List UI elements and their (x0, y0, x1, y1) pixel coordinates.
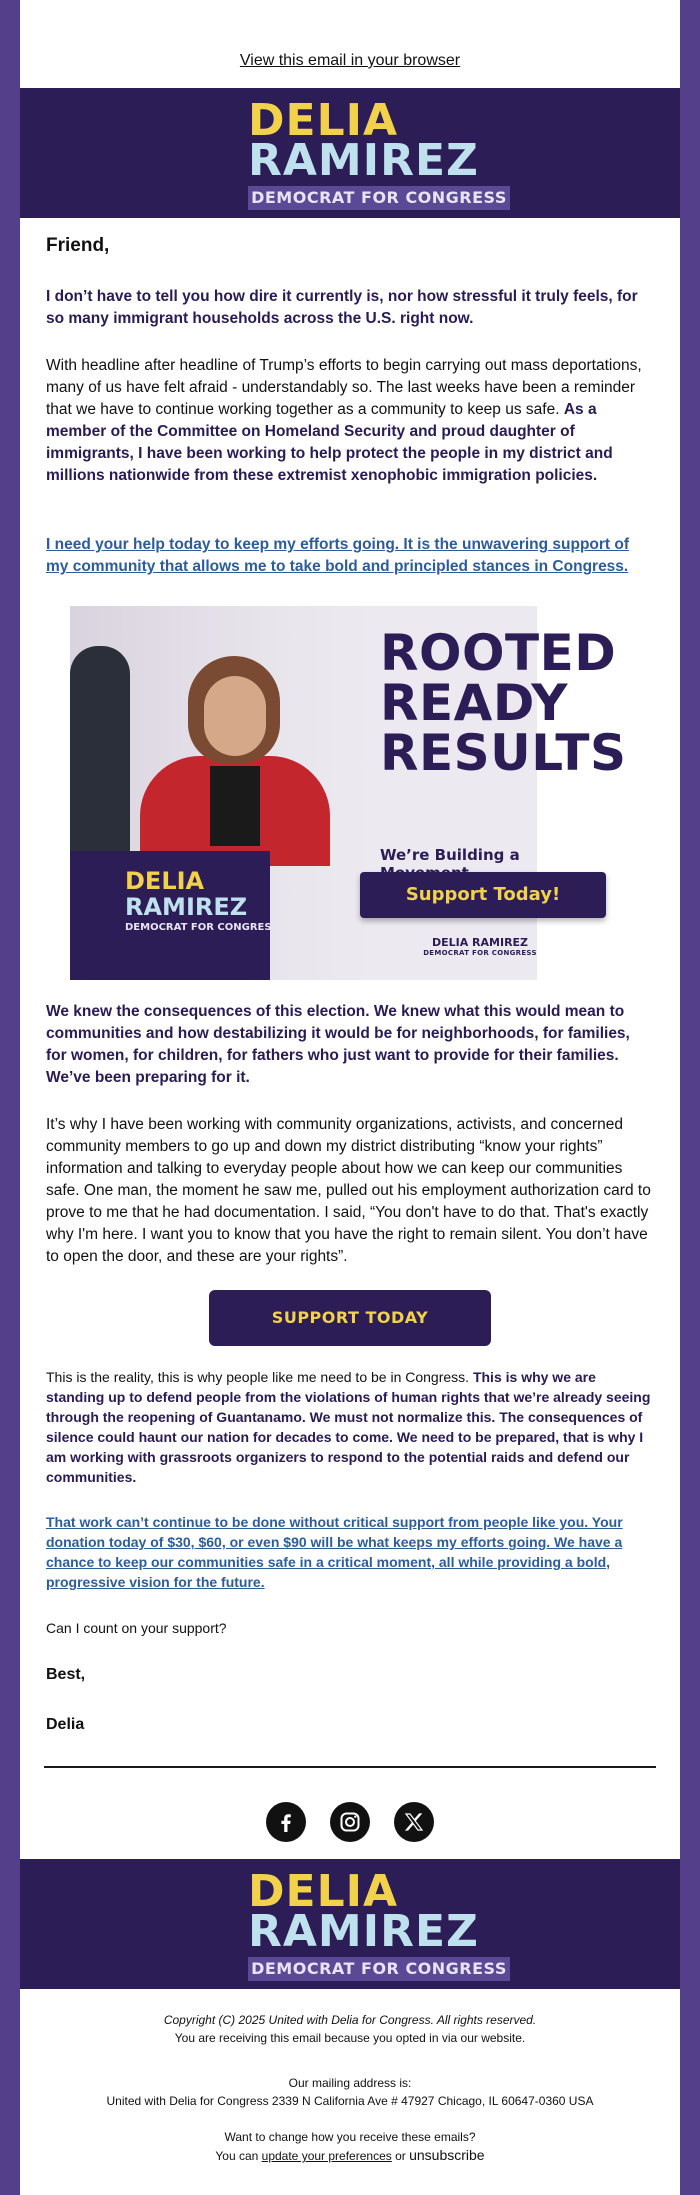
footer-change-prompt: Want to change how you receive these emails? (224, 2130, 476, 2144)
reality-paragraph-regular: This is the reality, this is why people like me need to be in Congress. (46, 1369, 473, 1385)
logo-line-tagline: DEMOCRAT FOR CONGRESS (248, 186, 510, 210)
donation-link-paragraph (46, 1512, 652, 1592)
support-question: Can I count on your support? (46, 1620, 227, 1636)
paragraph-deportations (46, 355, 652, 487)
hero-black-top (210, 766, 260, 846)
instagram-icon[interactable] (330, 1802, 370, 1842)
unsubscribe-link[interactable]: unsubscribe (409, 2147, 485, 2163)
footer-preferences-line (20, 2146, 680, 2165)
reality-paragraph-bold: This is why we are standing up to defend people from the violations of human rights that we’re already seeing through the reopening of Guantanamo. We must not normalize this. The consequences of silence could haunt our nation for decades to come. We need to be prepared, that is why I am working with grassroots organizers to respond to the potential raids and defend our communities. (46, 1369, 651, 1485)
divider (44, 1766, 656, 1768)
help-link-paragraph (46, 534, 652, 578)
campaign-logo[interactable] (248, 95, 518, 210)
community-paragraph: It’s why I have been working with community organizations, activists, and concerned community members to go up and down my district distributing “know your rights” information and talking to everyday people about how we can keep our communities safe. One man, the moment he saw me, pulled out his employment authorization card to prove to me that he had documentation. I said, “You don't have to do that. That's exactly why I'm here. I want you to know that you have the right to remain silent. You don’t have to open the door, and these are your rights”. (46, 1116, 651, 1265)
support-today-button[interactable]: SUPPORT TODAY (209, 1290, 491, 1346)
hero-subline: We’re Building a (380, 846, 520, 864)
podium-logo-tagline: DEMOCRAT FOR CONGRESS (125, 922, 279, 933)
signature: Delia (46, 1716, 85, 1733)
footer-or: or (391, 2149, 410, 2163)
footer-banner (20, 1859, 680, 1989)
consequences-paragraph: We knew the consequences of this election. We knew what this would mean to communities and how destabilizing it would be for neighborhoods, for families, for women, for children, for fathers who just want to provide for their families. We’ve been preparing for it. (46, 1003, 630, 1086)
logo-line-delia: DELIA (248, 95, 399, 146)
footer-logo-line-ramirez: RAMIREZ (248, 1906, 479, 1957)
podium-logo-delia: DELIA (125, 867, 205, 895)
footer-logo-line-tagline: DEMOCRAT FOR CONGRESS (248, 1957, 510, 1981)
hero-headline (380, 624, 627, 782)
hero-support-button[interactable]: Support Today! (360, 872, 606, 918)
hero-face (204, 676, 266, 756)
footer-copyright: Copyright (C) 2025 United with Delia for Congress. All rights reserved. (163, 2013, 537, 2027)
hero-small-tagline: DEMOCRAT FOR CONGRESS (423, 949, 537, 957)
reality-paragraph (46, 1367, 652, 1487)
footer-address: United with Delia for Congress 2339 N California Ave # 47927 Chicago, IL 60647-0360 USA (106, 2094, 594, 2108)
sign-off: Best, (46, 1666, 86, 1683)
update-preferences-link[interactable]: update your preferences (261, 2149, 392, 2163)
hero-headline-results: RESULTS (380, 724, 627, 782)
paragraph-deportations-regular: With headline after headline of Trump’s efforts to begin carrying out mass deportations, many of us have felt afraid - understandably so. The last weeks have been a reminder that we have to continue working together as a community to keep us safe. (46, 357, 642, 418)
footer-mailing-label: Our mailing address is: (288, 2076, 412, 2090)
email-container (20, 0, 680, 2195)
intro-paragraph: I don’t have to tell you how dire it currently is, nor how stressful it truly feels, for so many immigrant households across the U.S. right now. (46, 288, 638, 327)
hero-headline-ready: READY (380, 674, 568, 732)
hero-headline-rooted: ROOTED (380, 624, 617, 682)
view-in-browser-link[interactable]: View this email in your browser (239, 52, 461, 69)
podium-logo-ramirez: RAMIREZ (125, 893, 248, 921)
footer-can-you: You can (215, 2149, 262, 2163)
greeting: Friend, (46, 235, 110, 256)
hero-small-logo (400, 936, 560, 957)
x-icon[interactable] (394, 1802, 434, 1842)
hero-podium-logo (125, 868, 278, 933)
footer-campaign-logo[interactable] (248, 1866, 518, 1981)
footer-opted-in: You are receiving this email because you opted in via our website. (174, 2031, 526, 2045)
paragraph-deportations-bold: As a member of the Committee on Homeland Security and proud daughter of immigrants, I have been working to help protect the people in my district and millions nationwide from these extremist xenophobic immigration policies. (46, 401, 613, 484)
help-link[interactable]: I need your help today to keep my efforts going. It is the unwavering support of my community that allows me to take bold and principled stances in Congress. (46, 536, 630, 575)
footer-logo-line-delia: DELIA (248, 1866, 399, 1917)
facebook-icon[interactable] (266, 1802, 306, 1842)
hero-small-name: DELIA RAMIREZ (431, 936, 529, 949)
hero-image[interactable] (70, 606, 627, 980)
donation-link[interactable]: That work can’t continue to be done without critical support from people like you. Your donation today of $30, $60, or even $90 will be what keeps my efforts going. We have a chance to keep our communities safe in a critical moment, all while providing a bold, progressive vision for the future. (46, 1514, 623, 1590)
header-banner (20, 88, 680, 218)
logo-line-ramirez: RAMIREZ (248, 135, 479, 186)
